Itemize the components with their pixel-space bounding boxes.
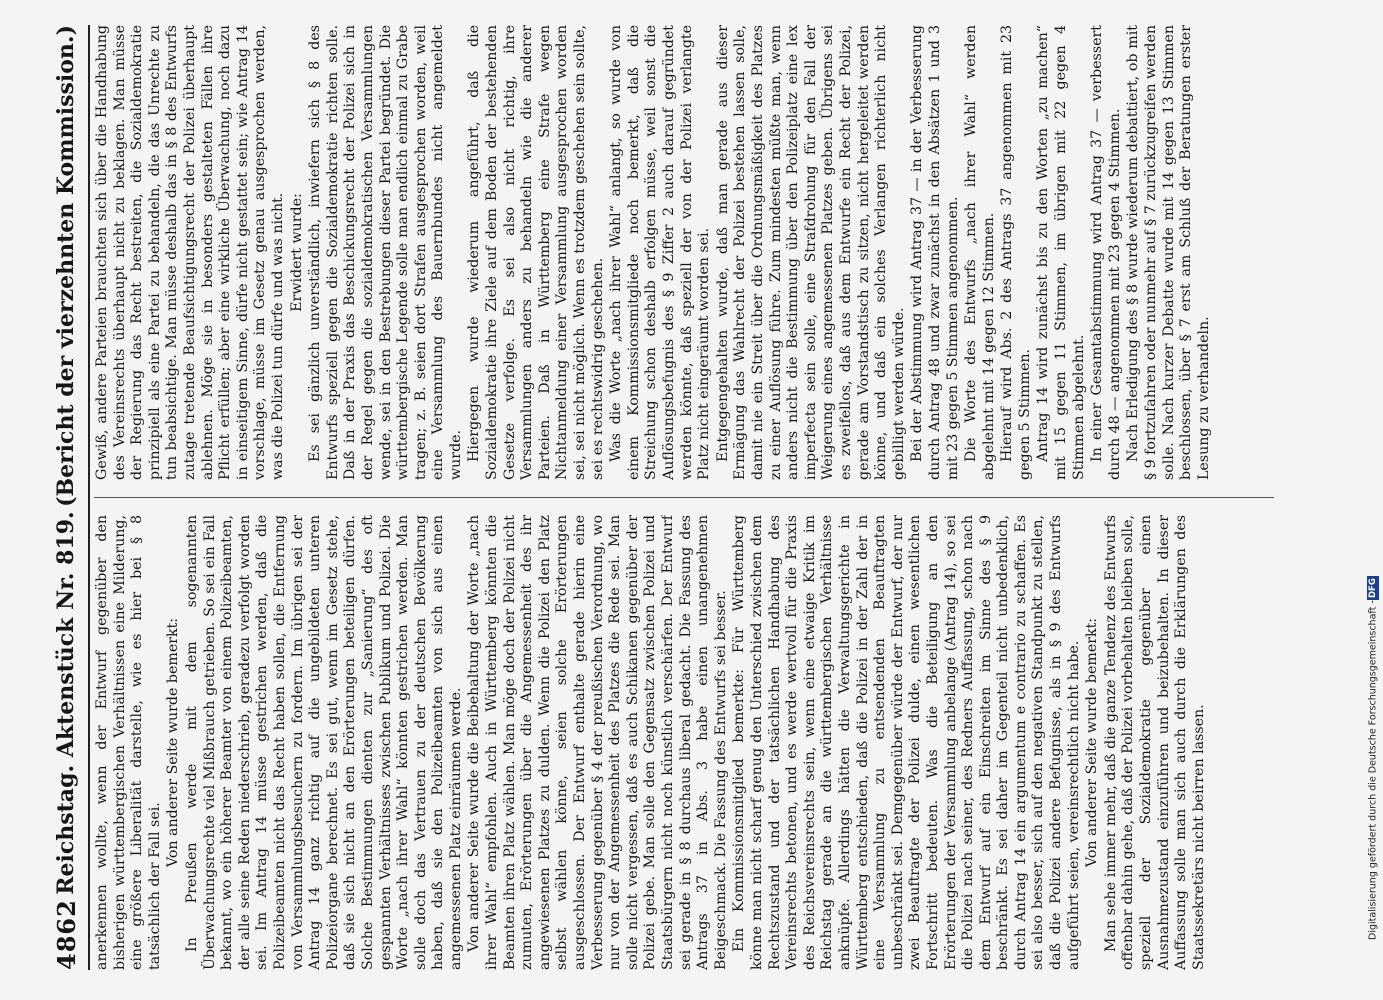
paragraph: In einer Gesamtabstimmung wird Antrag 37 — verbessert durch 48 — angenommen mit 23 gegen 4 Stimmen. [1089, 25, 1123, 480]
left-column [94, 515, 1284, 970]
paragraph: Die Worte des Entwurfs „nach ihrer Wahl“ werden abgelehnt mit 14 gegen 12 Stimmen. [963, 25, 997, 480]
paragraph: Antrag 14 wird zunächst bis zu den Worten „zu machen“ mit 15 gegen 11 Stimmen, im übrigen mit 22 gegen 4 Stimmen abgelehnt. [1035, 25, 1087, 480]
paragraph: Von anderer Seite wurde bemerkt: [165, 617, 182, 868]
paragraph: Bei der Abstimmung wird Antrag 37 — in der Verbesserung durch Antrag 48 und zwar zunächst in den Absätzen 1 und 3 mit 23 gegen 5 Stimmen angenommen. [909, 25, 961, 480]
page-number: 4862 [51, 899, 81, 970]
digitization-notice [1365, 40, 1381, 940]
paragraph: Hiergegen wurde wiederum angeführt, daß die Sozialdemokratie ihre Ziele auf dem Boden der bestehenden Gesetze verfolge. Es sei also nicht richtig, ihre Versammlungen anders zu behandeln wie die anderer Parteien. Daß in Württemberg eine Strafe wegen Nichtanmeldung einer Versammlung ausgesprochen worden sei, sei nicht möglich. Wenn es trotzdem geschehen sein sollte, sei es rechtswidrig geschehen. [466, 25, 606, 480]
paragraph: Man sehe immer mehr, daß die ganze Tendenz des Entwurfs offenbar dahin gehe, daß der Polizei vorbehalten bleiben solle, speziell der Sozialdemokratie gegenüber einen Ausnahmezustand einzuführen und beizubehalten. In dieser Auffassung solle man sich auch durch die Erklärungen des Staatssekretärs nicht beirren lassen. [1102, 515, 1207, 970]
section-title: (Bericht der vierzehnten Kommission.) [53, 25, 79, 507]
digitization-text: Digitalisierung gefördert durch die Deutsche Forschungsgemeinschaft - [1367, 600, 1379, 940]
dfg-logo: DFG [1368, 578, 1378, 599]
paragraph: Ein Kommissionsmitglied bemerkte: Für Württemberg könne man nicht scharf genug den Unterschied zwischen dem Rechtszustand und der tatsächlichen Handhabung des Vereinsrechts betonen, und es werde wertvoll für die Praxis des Reichsvereinsrechts sein, wenn eine etwaige Kritik im Reichstag gerade an die württembergischen Verhältnisse anknüpfe. Allerdings hätten die Verwaltungsgerichte in Württemberg entschieden, daß die Polizei in der Zahl der in eine Versammlung zu entsendenden Beauftragten unbeschränkt sei. Demgegenüber würde der Entwurf, der nur zwei Beauftragte der Polizei dulde, einen wesentlichen Fortschritt bedeuten. Was die Beteiligung an den Erörterungen der Versammlung anbelange (Antrag 14), so sei die Polizei nach seiner, des Redners Auffassung, schon nach dem Entwurf auf ein Einschreiten im Sinne des § 9 beschränkt. Es sei daher im Gegenteil nicht unbedenklich, durch Antrag 14 ein argumentum e contrario zu schaffen. Es sei also besser, sich auf den negativen Standpunkt zu stellen, daß die Polizei andere Befugnisse, als in § 9 des Entwurfs aufgeführt seien, vereinsrechtlich nicht habe. [731, 515, 1082, 970]
paragraph: Entgegengehalten wurde, daß man gerade aus dieser Ermägung das Wahlrecht der Polizei bestehen lassen solle, damit nie ein Streit über die Ordnungsmäßigkeit des Platzes zu einer Auflösung führe. Zum mindesten müßte man, wenn anders nicht die Bestimmung über den Polizeiplatz eine lex imperfecta sein solle, eine Strafdrohung für den Fall der Weigerung eines angemessenen Platzes geben. Übrigens sei es zweifellos, daß aus dem Entwurfe ein Recht der Polizei, gerade am Vorstandstisch zu sitzen, nicht hergeleitet werden könne, und daß ein solches Verlangen richterlich nicht gebilligt werden würde. [714, 25, 907, 480]
column-divider [94, 497, 1274, 498]
paragraph: Was die Worte „nach ihrer Wahl“ anlangt, so wurde von einem Kommissionsmitgliede noch bemerkt, daß die Streichung schon deshalb erfolgen müsse, weil sonst die Auflösungsbefugnis des § 9 Ziffer 2 auch darauf gegründet werden könnte, daß speziell der von der Polizei verlangte Platz nicht eingeräumt worden sei. [608, 25, 713, 480]
paragraph: Hierauf wird Abs. 2 des Antrags 37 angenommen mit 23 gegen 5 Stimmen. [999, 25, 1033, 480]
paragraph: Von anderer Seite wurde bemerkt: [1084, 617, 1101, 868]
page-header [46, 25, 86, 970]
paragraph: Es sei gänzlich unverständlich, inwiefern sich § 8 des Entwurfs speziell gegen die Sozialdemokratie richten solle. Daß in der Praxis das Beschickungsrecht der Polizei sich in der Regel gegen die sozialdemokratischen Versammlungen wende, sei in den Bestrebungen dieser Partei begründet. Die württembergische Legende solle man endlich einmal zu Grabe tragen; z. B. seien dort Strafen ausgesprochen worden, weil eine Versammlung des Bauernbundes nicht angemeldet wurde. [307, 25, 464, 480]
paragraph: Nach Erledigung des § 8 wurde wiederum debattiert, ob mit § 9 fortzufahren oder nunmehr auf § 7 zurückzugreifen werden solle. Nach kurzer Debatte wurde mit 14 gegen 13 Stimmen beschlossen, über § 7 erst am Schluß der Beratungen erster Lesung zu verhandeln. [1125, 25, 1212, 480]
paragraph: In Preußen werde mit dem sogenannten Überwachungsrechte viel Mißbrauch getrieben. So sei ein Fall bekannt, wo ein höherer Beamter von einem Polizeibeamten, der alle seine Reden niederschrieb, geradezu verfolgt worden sei. Im Antrag 14 müsse gestrichen werden, daß die Polizeibeamten nicht das Recht haben sollen, die Entfernung von Versammlungsbesuchern zu fordern. Im übrigen sei der Antrag 14 ganz richtig auf die ungebildeten unteren Polizeiorgane berechnet. Es sei gut, wenn im Gesetz stehe, daß sie sich nicht an den Erörterungen beteiligen dürfen. Solche Bestimmungen dienten zur „Sanierung“ des oft gespannten Verhältnisses zwischen Publikum und Polizei. Die Worte „nach ihrer Wahl“ könnten gestrichen werden. Man solle doch das Vertrauen zu der deutschen Bevölkerung haben, daß sie den Polizeibeamten von sich aus einen angemessenen Platz einräumen werde. [183, 515, 464, 970]
header-rule [88, 25, 90, 970]
rotated-sheet [28, 0, 1328, 1000]
right-column [94, 25, 1284, 480]
paragraph: Von anderer Seite wurde die Beibehaltung der Worte „nach ihrer Wahl“ empfohlen. Auch in Württemberg könnten die Beamten ihren Platz wählen. Man möge doch der Polizei nicht zumuten, Erörterungen über die Angemessenheit des ihr angewiesenen Platzes zu dulden. Wenn die Polizei den Platz selbst wählen könne, seien solche Erörterungen ausgeschlossen. Der Entwurf enthalte gerade hierin eine Verbesserung gegenüber § 4 der preußischen Verordnung, wo nur von der Angemessenheit des Platzes die Rede sei. Man solle nicht vergessen, daß es auch Schikanen gegenüber der Polizei gebe. Man solle den Gegensatz zwischen Polizei und Staatsbürgern nicht noch künstlich verschärfen. Der Entwurf sei gerade in § 8 durchaus liberal gedacht. Die Fassung des Antrags 37 in Abs. 3 habe einen unangenehmen Beigeschmack. Die Fassung des Entwurfs sei besser. [466, 515, 729, 970]
paragraph: Erwidert wurde: [288, 193, 305, 312]
running-title: Reichstag. Aktenstück Nr. 819. [53, 511, 79, 895]
digitization-stamp [1363, 0, 1383, 1000]
paragraph: Gewiß, andere Parteien brauchten sich über die Handhabung des Vereinsrechts überhaupt nicht zu beklagen. Man müsse der Regierung das Recht bestreiten, die Sozialdemokratie prinzipiell als eine Partei zu behandeln, die das Unrechte zu tun beabsichtige. Man müsse deshalb das in § 8 des Entwurfs zutage tretende Beaufsichtigungsrecht der Polizei überhaupt ablehnen. Möge sie in besonders gestalteten Fällen ihre Pflicht erfüllen; aber eine wirkliche Überwachung, noch dazu in einseitigem Sinne, dürfe nicht gestattet sein; wie Antrag 14 vorschlage, müsse im Gesetz genau ausgesprochen werden, was die Polizei tun dürfe und was nicht. [94, 25, 286, 480]
paragraph: anerkennen wollte, wenn der Entwurf gegenüber den bisherigen württembergischen Verhältnissen eine Milderung, eine größere Liberalität darstelle, wie es hier bei § 8 tatsächlich der Fall sei. [94, 515, 163, 970]
